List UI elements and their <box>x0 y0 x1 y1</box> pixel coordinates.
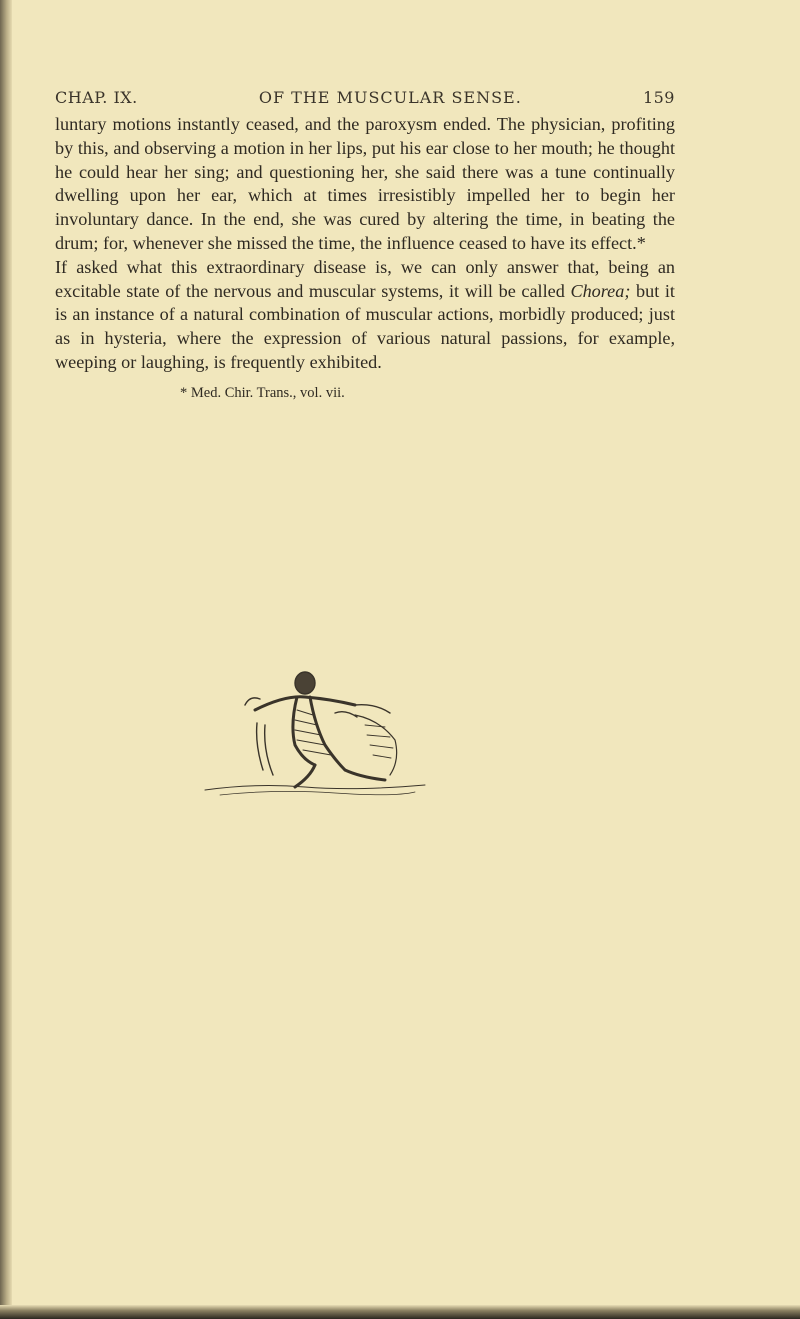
paragraph-2-end: but it is an instance of a natural combination of muscular actions, morbidly produced; just as in hysteria, where the expression of various natural passions, for example, weeping or laughing, is frequently exhibited. <box>55 280 675 372</box>
running-head <box>55 88 675 107</box>
page-spine-shadow <box>0 0 12 1319</box>
chapter-label: CHAP. IX. <box>55 88 138 107</box>
figure-dancer-engraving-icon <box>185 665 445 800</box>
running-title: OF THE MUSCULAR SENSE. <box>258 88 522 107</box>
paragraph-2-start: If asked what this extraordinary disease is, we can only answer that, being an excitable state of the nervous and muscular systems, it will be called <box>55 256 675 301</box>
book-page <box>55 88 675 402</box>
paragraph-2 <box>55 256 675 375</box>
page-bottom-edge <box>0 1305 800 1319</box>
paragraph-1: luntary motions instantly ceased, and the paroxysm ended. The physician, profiting by this, and observing a motion in her lips, put his ear close to her mouth; he thought he could hear her sing; and questioning her, she said there was a tune continually dwelling upon her ear, which at times irresistibly impelled her to begin her involuntary dance. In the end, she was cured by altering the time, in beating the drum; for, whenever she missed the time, the influence ceased to have its effect.* <box>55 114 675 253</box>
footnote: * Med. Chir. Trans., vol. vii. <box>180 384 345 401</box>
page-number: 159 <box>642 88 675 107</box>
body-text <box>55 113 675 375</box>
chorea-term: Chorea; <box>570 280 631 301</box>
